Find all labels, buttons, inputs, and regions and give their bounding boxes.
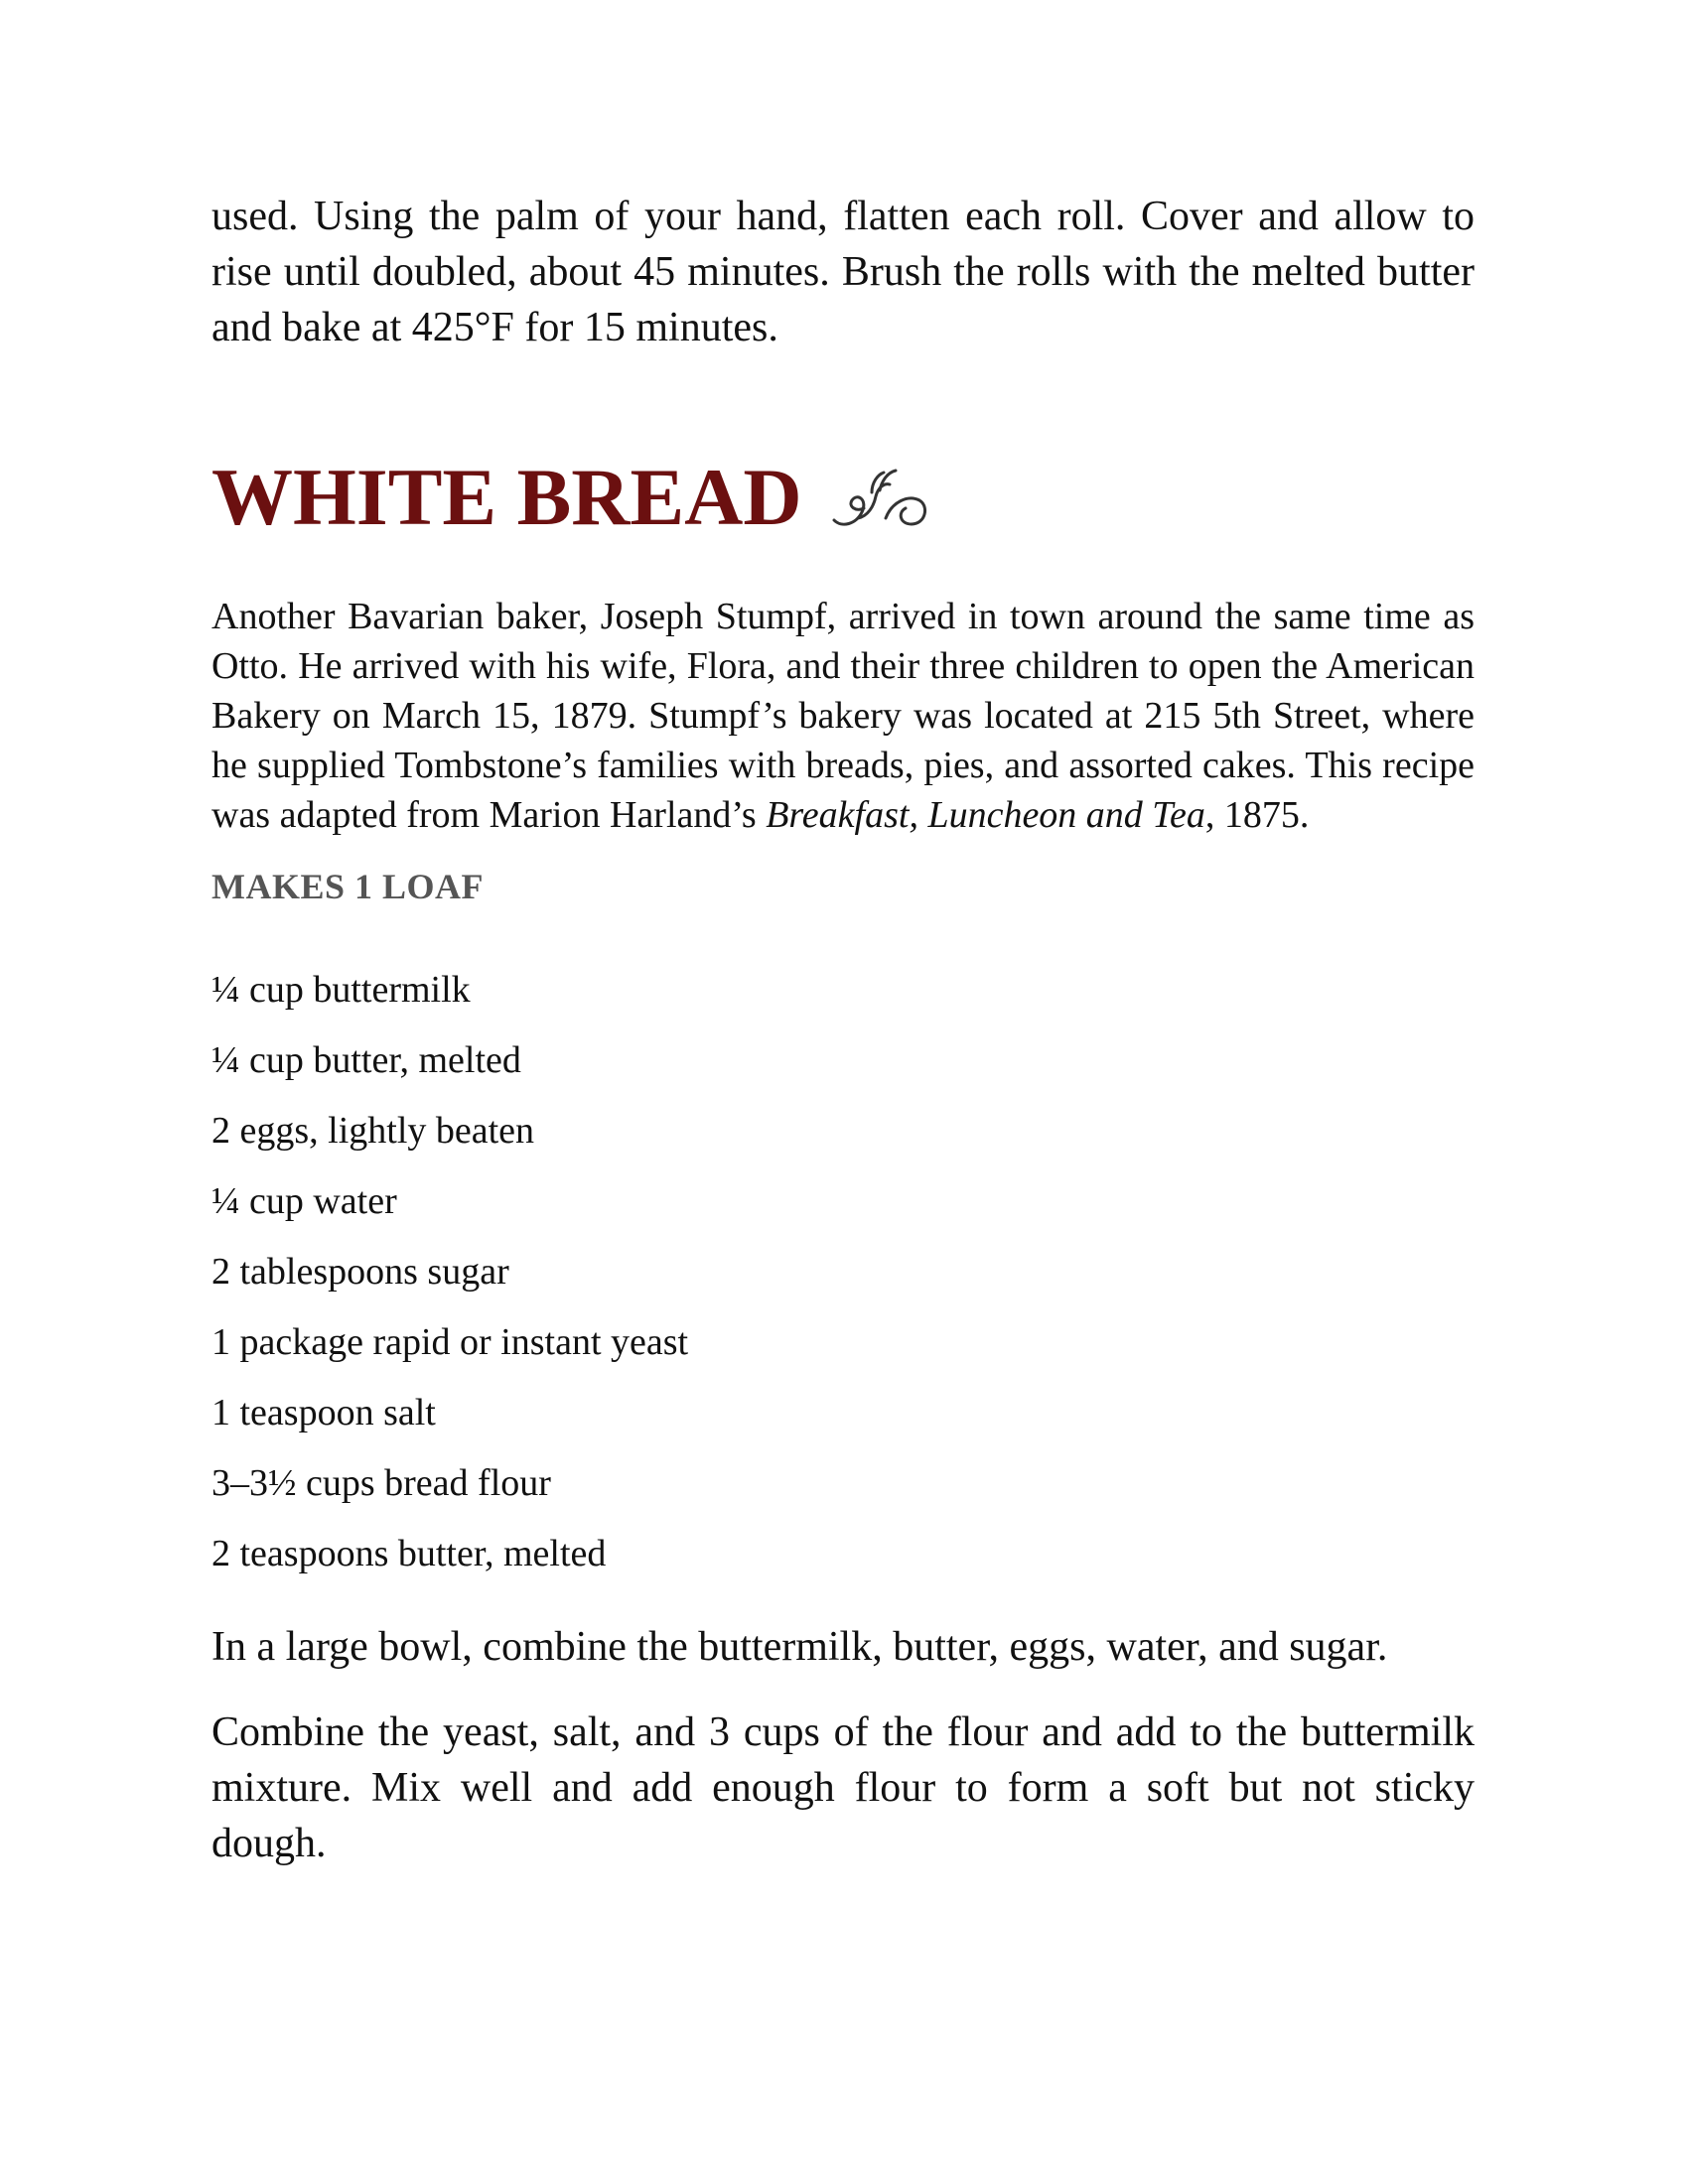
step-paragraph: In a large bowl, combine the buttermilk, butter, eggs, water, and sugar. <box>211 1624 1388 1670</box>
scroll-flourish-icon <box>828 463 931 532</box>
ingredient-item: ¼ cup water <box>211 1180 397 1222</box>
recipe-header <box>211 443 1475 552</box>
recipe-title: WHITE BREAD <box>211 452 802 542</box>
ingredient-item: 2 teaspoons butter, melted <box>211 1533 607 1574</box>
book-title: Breakfast, Luncheon and Tea <box>766 794 1205 836</box>
ingredient-item: ¼ cup butter, melted <box>211 1039 521 1081</box>
recipe-yield: MAKES 1 LOAF <box>211 867 485 906</box>
intro-year: , 1875. <box>1204 794 1310 836</box>
ingredient-item: 2 tablespoons sugar <box>211 1251 509 1293</box>
ingredient-list <box>211 965 1475 1599</box>
recipe-intro <box>211 592 1475 840</box>
continuation-paragraph: used. Using the palm of your hand, flatten each roll. Cover and allow to rise until doubled, about 45 minutes. Brush the rolls with the melted butter and bake at 425°F for 15 minutes. <box>211 194 1475 350</box>
ingredient-item: 1 package rapid or instant yeast <box>211 1321 689 1363</box>
ingredient-item: 2 eggs, lightly beaten <box>211 1110 535 1152</box>
recipe-steps <box>211 1619 1475 1871</box>
intro-text: Another Bavarian baker, Joseph Stumpf, arrived in town around the same time as Otto. He arrived with his wife, Flora, and their three children to open the American Bakery on March 15, 1879. Stumpf’s bakery was located at 215 5th Street, where he supplied Tombstone’s families with breads, pies, and assorted cakes. This recipe was adapted from Marion Harland’s <box>211 596 1475 836</box>
ingredient-item: 3–3½ cups bread flour <box>211 1462 551 1504</box>
ingredient-item: 1 teaspoon salt <box>211 1392 436 1433</box>
ingredient-item: ¼ cup buttermilk <box>211 969 471 1011</box>
page-content <box>211 189 1475 1901</box>
step-paragraph: Combine the yeast, salt, and 3 cups of the flour and add to the buttermilk mixture. Mix well and add enough flour to form a soft but not sticky dough. <box>211 1709 1475 1866</box>
